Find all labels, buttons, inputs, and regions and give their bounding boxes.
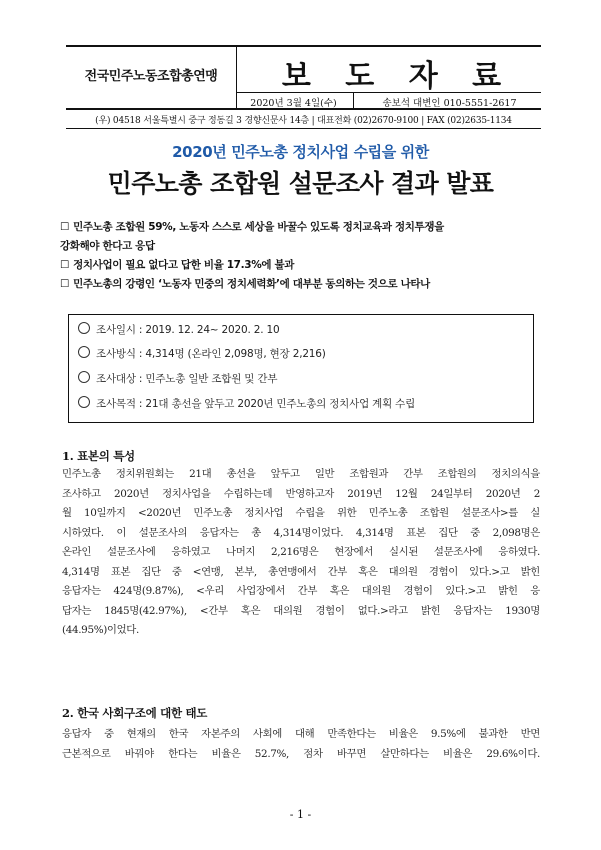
- survey-info-label: 조사일시: [96, 324, 136, 336]
- document-subtitle: 2020년 민주노총 정치사업 수립을 위한: [172, 143, 429, 161]
- summary-item-text: 민주노총 조합원 59%, 노동자 스스로 세상을 바꿀수 있도록 정치교육과 정치투쟁을: [73, 221, 444, 233]
- circle-bullet-icon: [78, 396, 90, 408]
- summary-item-text: 민주노총의 강령인 ‘노동자 민중의 정치세력화’에 대부분 동의하는 것으로 나타나: [73, 278, 430, 290]
- body-line: 시하였다. 이 설문조사의 응답자는 총 4,314명이었다. 4,314명 표본 집단 중 2,098명은: [62, 526, 540, 539]
- checkbox-icon: ☐: [60, 278, 70, 290]
- summary-item-text: 정치사업이 필요 없다고 답한 비율 17.3%에 불과: [73, 259, 295, 271]
- circle-bullet-icon: [78, 322, 90, 334]
- circle-bullet-icon: [78, 346, 90, 358]
- survey-info-box: [68, 314, 534, 423]
- survey-info-value: 민주노총 일반 조합원 및 간부: [145, 373, 278, 385]
- spokesperson-contact: 송보석 대변인 010-5551-2617: [382, 98, 517, 109]
- section-body: [62, 465, 540, 641]
- summary-item-text-continued: 강화해야 한다고 응답: [60, 240, 155, 252]
- release-date: 2020년 3월 4일(수): [250, 98, 337, 109]
- survey-info-row: 조사대상 : 민주노총 일반 조합원 및 간부: [78, 371, 277, 386]
- body-line: 답자는 1845명(42.97%), <간부 혹은 대의원 경험이 없다.>라고 밝힌 응답자는 1930명: [62, 604, 540, 617]
- body-line: 월 10일까지 <2020년 민주노총 정치사업 수립을 위한 민주노총 조합원 설문조사>를 실: [62, 507, 540, 519]
- section-heading: 2. 한국 사회구조에 대한 태도: [62, 706, 208, 720]
- summary-list: [60, 218, 540, 294]
- body-line: 조사하고 2020년 정치사업을 수립하는데 반영하고자 2019년 12월 24일부터 2020년 2: [62, 487, 540, 500]
- survey-info-row: 조사목적 : 21대 총선을 앞두고 2020년 민주노총의 정치사업 계획 수립: [78, 396, 415, 411]
- circle-bullet-icon: [78, 371, 90, 383]
- summary-item: [60, 256, 540, 275]
- document-title: 민주노총 조합원 설문조사 결과 발표: [107, 169, 494, 198]
- survey-info-value: 21대 총선을 앞두고 2020년 민주노총의 정치사업 계획 수립: [145, 398, 416, 410]
- survey-info-label: 조사방식: [96, 348, 136, 360]
- summary-item: [60, 218, 540, 256]
- survey-info-row: 조사일시 : 2019. 12. 24~ 2020. 2. 10: [78, 322, 279, 337]
- press-release-header: [66, 45, 541, 129]
- document-type-title: 보 도 자 료: [281, 59, 514, 94]
- body-line: 응답자 중 현재의 한국 자본주의 사회에 대해 만족한다는 비율은 9.5%에 불과한 반면: [62, 728, 540, 740]
- body-line: 응답자는 424명(9.87%), <우리 사업장에서 간부 혹은 대의원 경험이 있다.>고 밝힌 응: [62, 585, 540, 597]
- page-number: - 1 -: [289, 808, 312, 821]
- body-line: 민주노총 정치위원회는 21대 총선을 앞두고 일반 조합원과 간부 조합원의 정치의식을: [62, 468, 540, 480]
- body-line: 온라인 설문조사에 응하였고 나머지 2,216명은 현장에서 실시된 설문조사에 응하였다.: [62, 546, 540, 558]
- body-line: 근본적으로 바꿔야 한다는 비율은 52.7%, 점차 바꾸면 살만하다는 비율은 29.6%이다.: [62, 747, 540, 760]
- organization-name: 전국민주노동조합총연맹: [84, 69, 218, 84]
- survey-info-row: 조사방식 : 4,314명 (온라인 2,098명, 현장 2,216): [78, 346, 326, 361]
- survey-info-label: 조사대상: [96, 373, 136, 385]
- survey-info-label: 조사목적: [96, 398, 136, 410]
- survey-info-value: 4,314명 (온라인 2,098명, 현장 2,216): [145, 348, 326, 360]
- checkbox-icon: ☐: [60, 221, 70, 233]
- header-top-rule: [66, 45, 541, 47]
- body-line: (44.95%)이었다.: [62, 624, 139, 636]
- survey-info-value: 2019. 12. 24~ 2020. 2. 10: [145, 324, 280, 336]
- section-heading: 1. 표본의 특성: [62, 449, 135, 463]
- summary-item: [60, 275, 540, 294]
- checkbox-icon: ☐: [60, 259, 70, 271]
- organization-address: (우) 04518 서울특별시 중구 정동길 3 경향신문사 14층 | 대표전화 (02)2670-9100 | FAX (02)2635-1134: [95, 116, 512, 126]
- body-line: 4,314명 표본 집단 중 <연맹, 본부, 총연맹에서 간부 혹은 대의원 경험이 있다.>고 밝힌: [62, 565, 540, 578]
- header-bottom-rule: [66, 128, 541, 129]
- section-body: [62, 725, 540, 764]
